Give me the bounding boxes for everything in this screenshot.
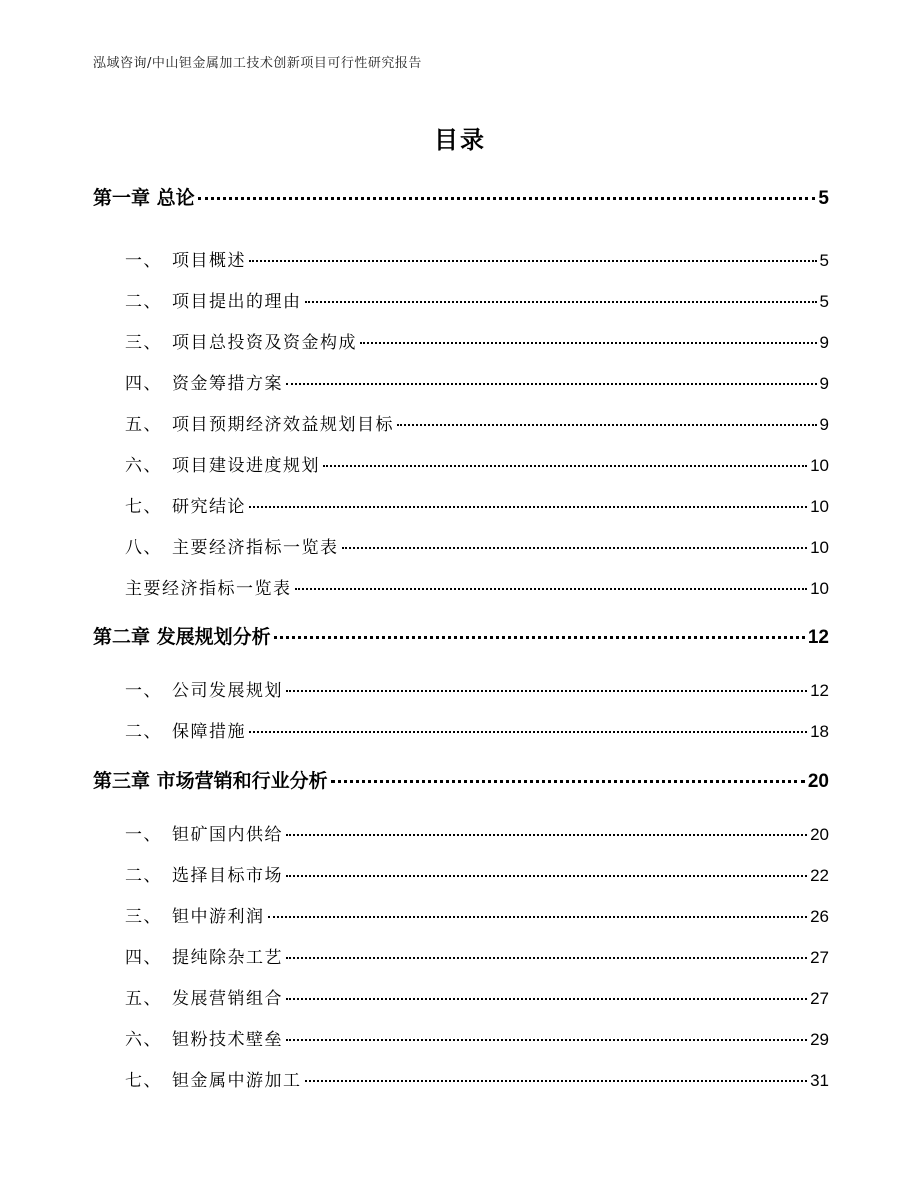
toc-section-number: 六、 xyxy=(125,1030,162,1050)
dot-leader xyxy=(249,260,817,262)
toc-page-number: 20 xyxy=(807,771,829,792)
dot-leader xyxy=(198,197,816,200)
toc-entry-label: 项目建设进度规划 xyxy=(172,456,320,476)
dot-leader xyxy=(286,957,807,959)
toc-entry-label: 选择目标市场 xyxy=(172,866,283,886)
toc-section-number: 三、 xyxy=(125,333,162,353)
toc-section-number: 二、 xyxy=(125,722,162,742)
toc-section[interactable] xyxy=(125,328,829,353)
toc-section[interactable] xyxy=(125,943,829,968)
toc-entry-label: 第一章 总论 xyxy=(93,187,195,209)
toc-section-number: 二、 xyxy=(125,866,162,886)
toc-chapter-2[interactable] xyxy=(93,622,829,649)
toc-entry-label: 研究结论 xyxy=(172,497,246,517)
toc-section-number: 七、 xyxy=(125,497,162,517)
toc-entry-label: 钽矿国内供给 xyxy=(172,825,283,845)
toc-section-number: 三、 xyxy=(125,907,162,927)
toc-entry-label: 第三章 市场营销和行业分析 xyxy=(93,770,328,792)
toc-section[interactable] xyxy=(125,1025,829,1050)
toc-page-number: 5 xyxy=(818,188,829,209)
toc-section-number: 一、 xyxy=(125,825,162,845)
toc-entry-label: 项目预期经济效益规划目标 xyxy=(172,415,394,435)
toc-entry-label: 发展营销组合 xyxy=(172,989,283,1009)
toc-entry-label: 保障措施 xyxy=(172,722,246,742)
toc-page-number: 10 xyxy=(810,497,829,516)
toc-page-number: 10 xyxy=(810,579,829,598)
toc-page-number: 9 xyxy=(819,374,829,393)
toc-page-number: 20 xyxy=(810,825,829,844)
toc-entry-label: 第二章 发展规划分析 xyxy=(93,626,271,648)
toc-entry-label: 公司发展规划 xyxy=(172,681,283,701)
toc-entry-label: 钽粉技术壁垒 xyxy=(172,1030,283,1050)
dot-leader xyxy=(305,301,817,303)
toc-entry-label: 项目提出的理由 xyxy=(172,292,302,312)
toc-section-number: 一、 xyxy=(125,681,162,701)
toc-page-number: 18 xyxy=(810,722,829,741)
toc-page-number: 31 xyxy=(810,1071,829,1090)
toc-section[interactable] xyxy=(125,984,829,1009)
toc-section[interactable] xyxy=(125,902,829,927)
toc-chapter-1[interactable] xyxy=(93,183,829,210)
toc-page-number: 5 xyxy=(819,251,829,270)
dot-leader xyxy=(286,1039,807,1041)
toc-page-number: 9 xyxy=(819,333,829,352)
toc-section[interactable] xyxy=(125,533,829,558)
toc-section[interactable] xyxy=(125,246,829,271)
dot-leader xyxy=(286,998,807,1000)
toc-section-number: 四、 xyxy=(125,374,162,394)
dot-leader xyxy=(286,383,817,385)
dot-leader xyxy=(331,780,805,783)
toc-section[interactable] xyxy=(125,717,829,742)
toc-entry-label: 项目总投资及资金构成 xyxy=(172,333,357,353)
dot-leader xyxy=(274,636,805,639)
dot-leader xyxy=(286,875,807,877)
toc-page-number: 29 xyxy=(810,1030,829,1049)
toc-page-number: 10 xyxy=(810,538,829,557)
toc-page-number: 12 xyxy=(807,627,829,648)
toc-section-number: 二、 xyxy=(125,292,162,312)
toc-subentry[interactable] xyxy=(125,574,829,599)
toc-page-number: 10 xyxy=(810,456,829,475)
toc-entry-label: 主要经济指标一览表 xyxy=(172,538,339,558)
toc-section-number: 一、 xyxy=(125,251,162,271)
toc-section[interactable] xyxy=(125,820,829,845)
document-header: 泓域咨询/中山钽金属加工技术创新项目可行性研究报告 xyxy=(93,56,422,71)
toc-section[interactable] xyxy=(125,369,829,394)
toc-section[interactable] xyxy=(125,492,829,517)
toc-section[interactable] xyxy=(125,410,829,435)
toc-entry-label: 项目概述 xyxy=(172,251,246,271)
dot-leader xyxy=(286,690,807,692)
toc-page-number: 9 xyxy=(819,415,829,434)
toc-section-number: 八、 xyxy=(125,538,162,558)
toc-page-number: 26 xyxy=(810,907,829,926)
toc-section-number: 五、 xyxy=(125,415,162,435)
toc-entry-label: 资金筹措方案 xyxy=(172,374,283,394)
dot-leader xyxy=(342,547,808,549)
toc-chapter-3[interactable] xyxy=(93,766,829,793)
toc-page-number: 27 xyxy=(810,948,829,967)
toc-page-number: 12 xyxy=(810,681,829,700)
toc-page-number: 22 xyxy=(810,866,829,885)
toc-page-number: 27 xyxy=(810,989,829,1008)
dot-leader xyxy=(268,916,808,918)
dot-leader xyxy=(295,588,808,590)
toc-entry-label: 主要经济指标一览表 xyxy=(125,579,292,599)
toc-section[interactable] xyxy=(125,861,829,886)
toc-section-number: 五、 xyxy=(125,989,162,1009)
toc-section[interactable] xyxy=(125,1066,829,1091)
toc-section-number: 四、 xyxy=(125,948,162,968)
dot-leader xyxy=(286,834,807,836)
dot-leader xyxy=(249,731,807,733)
toc-section-number: 七、 xyxy=(125,1071,162,1091)
toc-section-number: 六、 xyxy=(125,456,162,476)
dot-leader xyxy=(397,424,817,426)
page-title: 目录 xyxy=(434,126,486,154)
toc-entry-label: 钽金属中游加工 xyxy=(172,1071,302,1091)
toc-entry-label: 钽中游利润 xyxy=(172,907,265,927)
toc-section[interactable] xyxy=(125,676,829,701)
dot-leader xyxy=(305,1080,808,1082)
toc-page-number: 5 xyxy=(819,292,829,311)
toc-entry-label: 提纯除杂工艺 xyxy=(172,948,283,968)
dot-leader xyxy=(360,342,817,344)
toc-section[interactable] xyxy=(125,451,829,476)
dot-leader xyxy=(249,506,807,508)
toc-section[interactable] xyxy=(125,287,829,312)
dot-leader xyxy=(323,465,807,467)
